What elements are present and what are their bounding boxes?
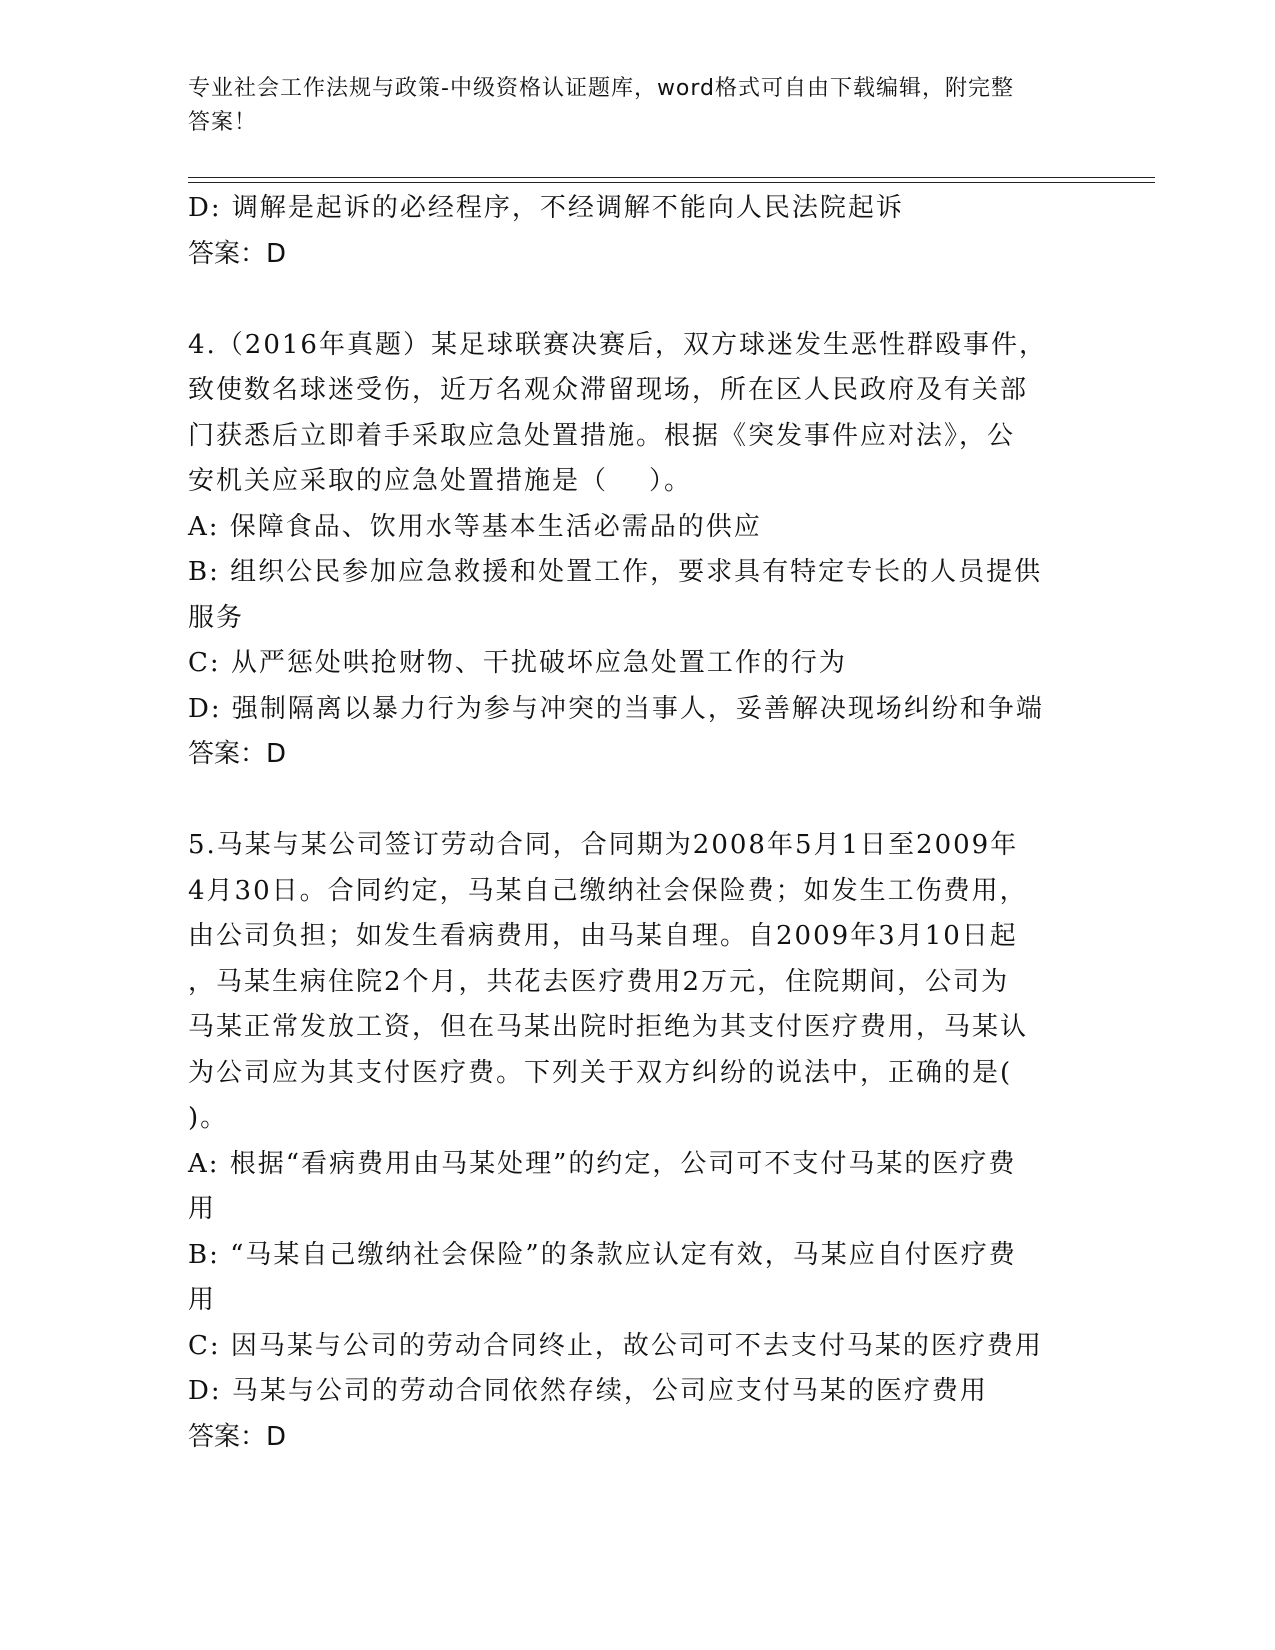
q5-stem-line: )。 bbox=[188, 1103, 229, 1133]
q5-answer: 答案：D bbox=[188, 1421, 287, 1452]
q5-option-b: B: “马某自己缴纳社会保险”的条款应认定有效，马某应自付医疗费 bbox=[188, 1239, 1017, 1270]
header-rule-top bbox=[188, 177, 1155, 178]
q4-option-b: B: 组织公民参加应急救援和处置工作，要求具有特定专长的人员提供 bbox=[188, 557, 1043, 587]
q4-stem-line: 门获悉后立即着手采取应急处置措施。根据《突发事件应对法》，公 bbox=[188, 420, 1016, 451]
spacer bbox=[188, 277, 1088, 323]
q4-answer: 答案：D bbox=[188, 739, 287, 769]
q4-option-d: D: 强制隔离以暴力行为参与冲突的当事人，妥善解决现场纠纷和争端 bbox=[188, 693, 1044, 724]
q4-option-c: C: 从严惩处哄抢财物、干扰破坏应急处置工作的行为 bbox=[188, 648, 847, 678]
q4-stem-line: 致使数名球迷受伤，近万名观众滞留现场，所在区人民政府及有关部 bbox=[188, 375, 1029, 405]
q5-option-c: C: 因马某与公司的劳动合同终止，故公司可不去支付马某的医疗费用 bbox=[188, 1330, 1043, 1361]
q5-option-d: D: 马某与公司的劳动合同依然存续，公司应支付马某的医疗费用 bbox=[188, 1376, 988, 1406]
q3-option-d: D: 调解是起诉的必经程序，不经调解不能向人民法院起诉 bbox=[188, 193, 904, 223]
q3-answer: 答案：D bbox=[188, 238, 287, 269]
header-rule-bottom bbox=[188, 182, 1155, 183]
page-header bbox=[188, 72, 1088, 140]
header-line-1: 专业社会工作法规与政策-中级资格认证题库，word格式可自由下载编辑，附完整 bbox=[188, 76, 1015, 101]
q4-option-b-cont: 服务 bbox=[188, 602, 245, 633]
q5-option-a-cont: 用 bbox=[188, 1194, 217, 1224]
question-3-tail bbox=[188, 186, 1088, 277]
q5-stem-line: 为公司应为其支付医疗费。下列关于双方纠纷的说法中，正确的是( bbox=[188, 1057, 1013, 1088]
q4-option-a: A: 保障食品、饮用水等基本生活必需品的供应 bbox=[188, 511, 762, 542]
q5-stem-line: 由公司负担；如发生看病费用，由马某自理。自2009年3月10日起 bbox=[188, 921, 1018, 951]
question-4 bbox=[188, 323, 1088, 778]
q4-stem-line: 安机关应采取的应急处置措施是（ ）。 bbox=[188, 466, 693, 496]
q5-stem-line: ，马某生病住院2个月，共花去医疗费用2万元，住院期间，公司为 bbox=[188, 966, 1010, 997]
document-body bbox=[188, 186, 1088, 1460]
spacer bbox=[188, 778, 1088, 824]
header-line-2: 答案！ bbox=[188, 110, 258, 135]
q5-option-a: A: 根据“看病费用由马某处理”的约定，公司可不支付马某的医疗费 bbox=[188, 1148, 1017, 1179]
question-5 bbox=[188, 823, 1088, 1460]
q5-stem-line: 5.马某与某公司签订劳动合同，合同期为2008年5月1日至2009年 bbox=[188, 830, 1019, 860]
q5-stem-line: 马某正常发放工资，但在马某出院时拒绝为其支付医疗费用，马某认 bbox=[188, 1012, 1029, 1042]
q5-option-b-cont: 用 bbox=[188, 1285, 217, 1315]
q5-stem-line: 4月30日。合同约定，马某自己缴纳社会保险费；如发生工伤费用， bbox=[188, 875, 1028, 906]
q4-stem-line: 4.（2016年真题）某足球联赛决赛后，双方球迷发生恶性群殴事件， bbox=[188, 329, 1047, 360]
